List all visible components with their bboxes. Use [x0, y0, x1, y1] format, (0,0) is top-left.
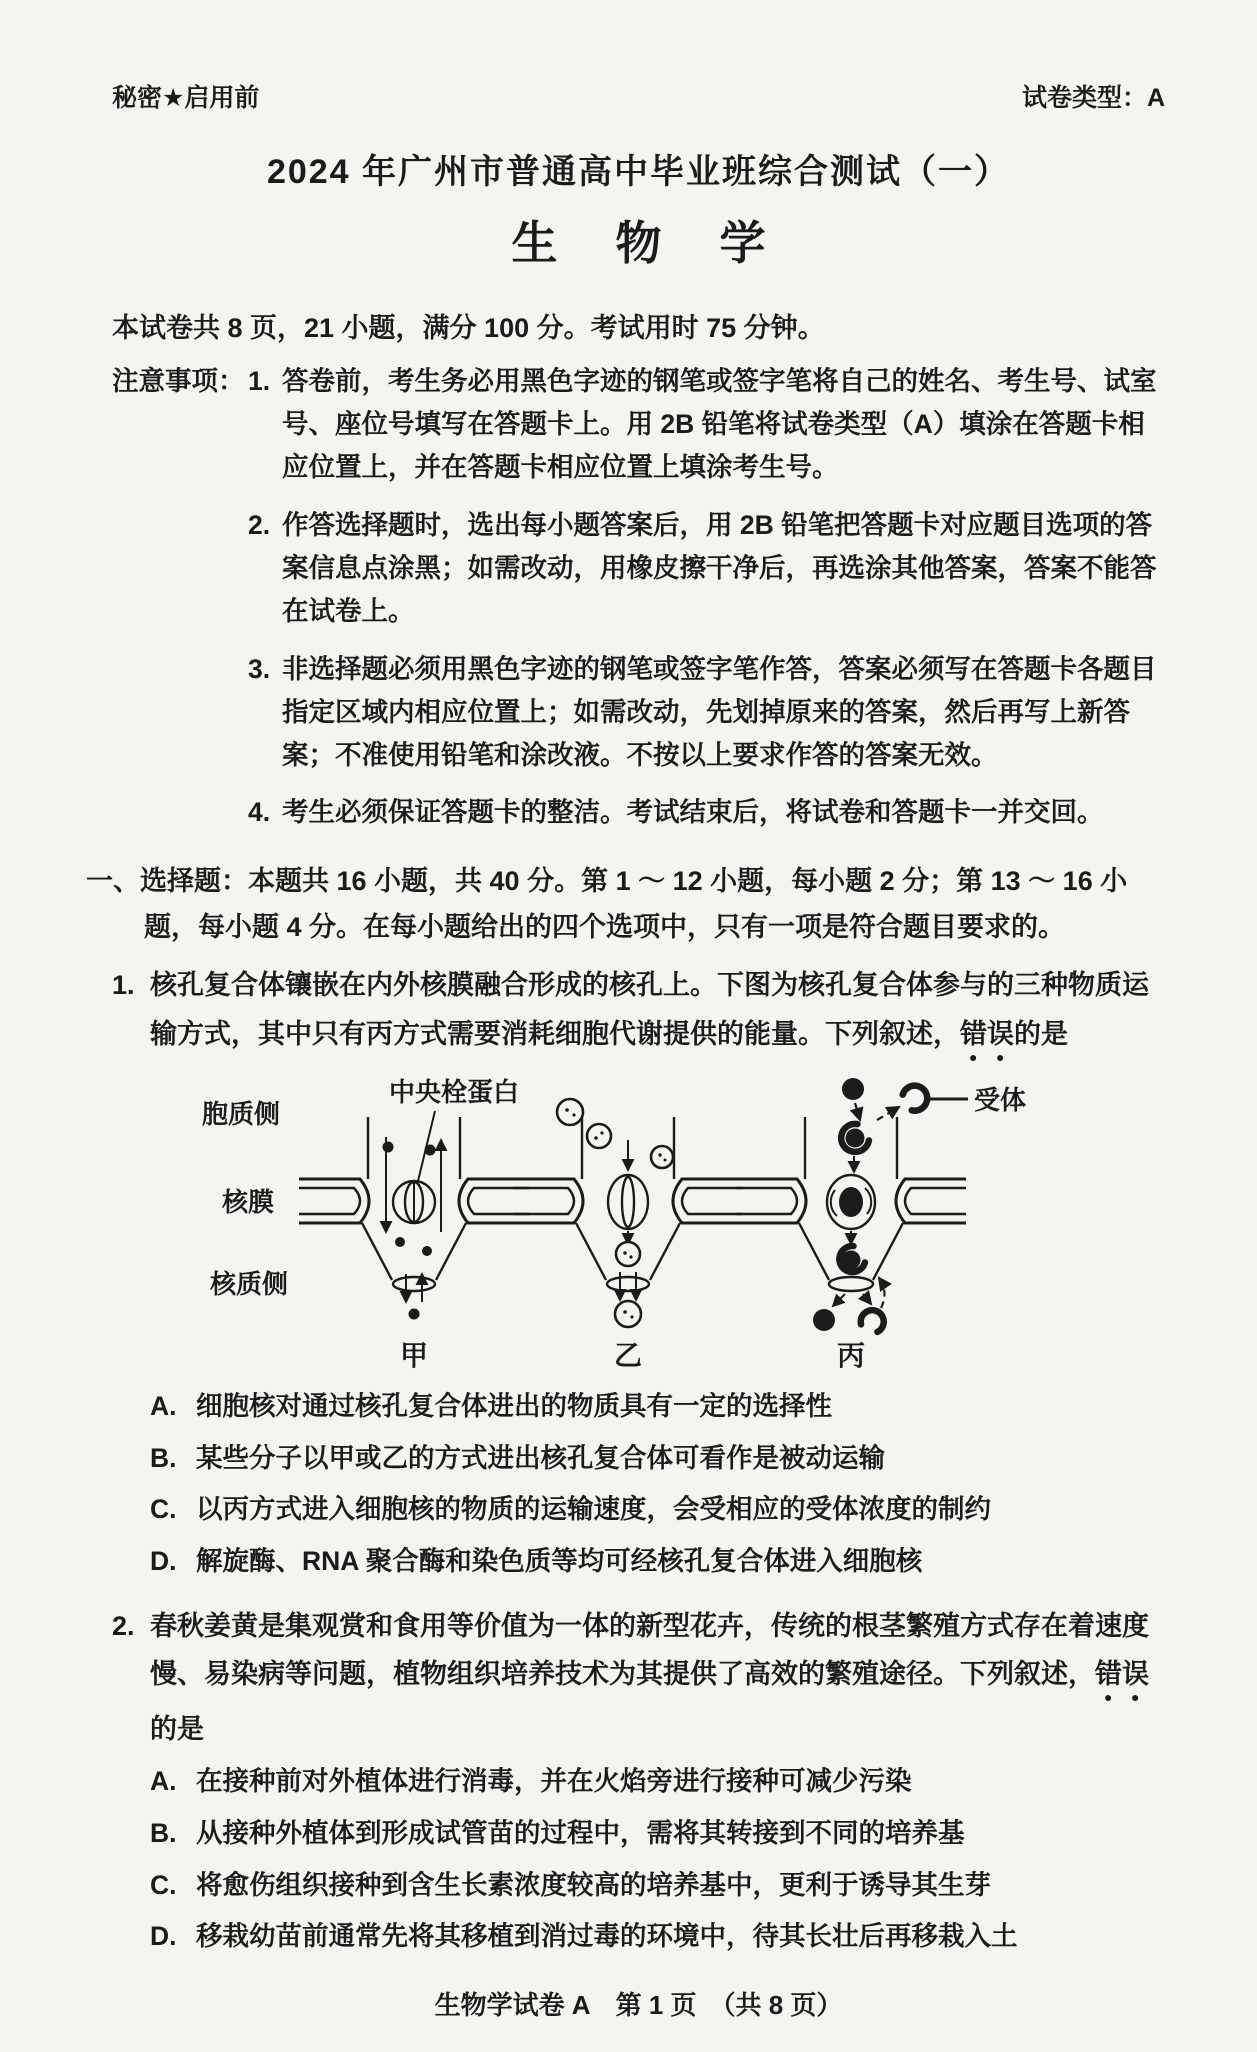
question-1-options — [150, 1389, 1165, 1580]
figure-caption-bing: 丙 — [836, 1339, 866, 1371]
section-number: 一、 — [86, 866, 140, 897]
cargo-protein-dot — [813, 1309, 835, 1331]
security-label: 秘密★启用前 — [112, 84, 260, 112]
exam-info: 本试卷共 8 页，21 小题，满分 100 分。考试用时 75 分钟。 — [112, 313, 825, 343]
option-label: D. — [150, 1921, 177, 1952]
option-text: 解旋酶、RNA 聚合酶和染色质等均可经核孔复合体进入细胞核 — [196, 1546, 923, 1577]
receptor-crescent — [901, 1081, 932, 1113]
section-heading — [86, 859, 1165, 951]
small-molecule-dot — [425, 1144, 436, 1155]
rna-particle — [616, 1242, 640, 1266]
notice-item — [248, 360, 1165, 489]
subject-title: 生物学 — [511, 217, 824, 269]
notice-label: 注意事项： — [112, 366, 245, 397]
notice-item — [248, 648, 1165, 777]
figure-label-nucleoplasm-side: 核质侧 — [210, 1268, 289, 1299]
question-stem-text: 的是 — [1014, 1018, 1068, 1049]
question-stem-text: 春秋姜黄是集观赏和食用等价值为一体的新型花卉，传统的根茎繁殖方式存在着速度慢、易染病等问题，植物组织培养技术为其提供了高效的繁殖途径。下列叙述， — [150, 1610, 1149, 1690]
question-stem — [112, 961, 1165, 1065]
question-2-options — [150, 1764, 1165, 1955]
notice-block — [112, 360, 1165, 849]
option-label: B. — [150, 1442, 177, 1473]
small-molecule-dot — [409, 1308, 420, 1319]
question-stem-text: 的是 — [150, 1714, 204, 1745]
rna-particle — [557, 1099, 583, 1125]
pore-yi — [513, 1099, 743, 1327]
option-label: A. — [150, 1390, 177, 1421]
option-row — [150, 1764, 1165, 1800]
option-text: 某些分子以甲或乙的方式进出核孔复合体可看作是被动运输 — [196, 1442, 885, 1473]
option-text: 从接种外植体到形成试管苗的过程中，需将其转接到不同的培养基 — [196, 1817, 965, 1848]
figure-caption-jia: 甲 — [399, 1339, 429, 1371]
question-number: 2. — [112, 1610, 135, 1641]
option-text: 将愈伤组织接种到含生长素浓度较高的培养基中，更利于诱导其生芽 — [196, 1869, 991, 1900]
pore-jia — [299, 1117, 529, 1320]
option-text: 在接种前对外植体进行消毒，并在火焰旁进行接种可减少污染 — [196, 1766, 912, 1797]
option-row — [150, 1441, 1165, 1477]
small-molecule-dot — [395, 1237, 405, 1247]
option-row — [150, 1492, 1165, 1528]
option-text: 细胞核对通过核孔复合体进出的物质具有一定的选择性 — [196, 1390, 832, 1421]
figure-caption-yi: 乙 — [613, 1339, 643, 1371]
question-1 — [112, 961, 1165, 1580]
figure-label-central-plug: 中央栓蛋白 — [388, 1076, 520, 1107]
notice-item-number: 1. — [248, 366, 271, 397]
notice-item-number: 2. — [248, 509, 271, 540]
page-header — [112, 78, 1165, 114]
figure-label-nuclear-membrane: 核膜 — [222, 1186, 275, 1217]
question-stem-emphasis: 错误 — [1095, 1659, 1149, 1690]
pore-bing — [736, 1078, 966, 1333]
receptor-crescent — [859, 1306, 888, 1333]
rna-particle — [651, 1146, 673, 1168]
central-plug — [608, 1175, 648, 1229]
option-row — [150, 1868, 1165, 1904]
option-row — [150, 1389, 1165, 1425]
rna-particle — [587, 1124, 611, 1148]
notice-item-text: 考生必须保证答题卡的整洁。考试结束后，将试卷和答题卡一并交回。 — [282, 797, 1104, 828]
small-molecule-dot — [422, 1246, 432, 1256]
section-text: 选择题：本题共 16 小题，共 40 分。第 1 ～ 12 小题，每小题 2 分；第 13 ～ 16 小题，每小题 4 分。在每小题给出的四个选项中，只有一项是符合题目要求的。 — [140, 866, 1128, 943]
page-title: 2024 年广州市普通高中毕业班综合测试（一） — [266, 153, 1011, 191]
notice-item-text: 作答选择题时，选出每小题答案后，用 2B 铅笔把答题卡对应题目选项的答案信息点涂黑；如需改动，用橡皮擦干净后，再选涂其他答案，答案不能答在试卷上。 — [282, 509, 1157, 626]
option-label: B. — [150, 1817, 177, 1848]
question-2 — [112, 1602, 1165, 1955]
notice-item-text: 答卷前，考生务必用黑色字迹的钢笔或签字笔将自己的姓名、考生号、试室号、座位号填写在答题卡上。用 2B 铅笔将试卷类型（A）填涂在答题卡相应位置上，并在答题卡相应位置上填涂考生号。 — [282, 366, 1157, 483]
notice-item — [248, 791, 1165, 834]
question-stem-emphasis: 错误 — [960, 1018, 1014, 1049]
option-label: C. — [150, 1494, 177, 1525]
option-text: 以丙方式进入细胞核的物质的运输速度，会受相应的受体浓度的制约 — [196, 1494, 991, 1525]
option-text: 移栽幼苗前通常先将其移植到消过毒的环境中，待其长壮后再移栽入土 — [196, 1921, 1018, 1952]
option-label: A. — [150, 1766, 177, 1797]
question-stem — [112, 1602, 1165, 1754]
option-row — [150, 1544, 1165, 1580]
notice-item-number: 4. — [248, 797, 271, 828]
paper-type-label: 试卷类型：A — [1021, 84, 1165, 112]
notice-item-number: 3. — [248, 653, 271, 684]
option-label: C. — [150, 1869, 177, 1900]
figure-label-cytoplasm-side: 胞质侧 — [202, 1098, 281, 1129]
rna-particle — [615, 1301, 641, 1327]
nuclear-pore-diagram — [132, 1069, 1072, 1379]
option-label: D. — [150, 1546, 177, 1577]
notice-items — [248, 360, 1165, 849]
notice-item — [248, 504, 1165, 633]
receptor-cargo-complex — [834, 1243, 866, 1277]
cargo-protein-dot — [842, 1078, 864, 1100]
option-row — [150, 1919, 1165, 1955]
notice-item-text: 非选择题必须用黑色字迹的钢笔或签字笔作答，答案必须写在答题卡各题目指定区域内相应位置上；如需改动，先划掉原来的答案，然后再写上新答案；不准使用铅笔和涂改液。不按以上要求作答的答案无效。 — [282, 653, 1157, 770]
question-number: 1. — [112, 970, 135, 1001]
receptor-cargo-complex — [836, 1121, 872, 1158]
question-figure — [132, 1069, 1165, 1379]
figure-label-receptor: 受体 — [974, 1084, 1027, 1115]
option-row — [150, 1816, 1165, 1852]
small-molecule-dot — [383, 1141, 394, 1152]
page-footer: 生物学试卷 A 第 1 页 （共 8 页） — [434, 1990, 843, 2021]
question-stem-text: 核孔复合体镶嵌在内外核膜融合形成的核孔上。下图为核孔复合体参与的三种物质运输方式，其中只有丙方式需要消耗细胞代谢提供的能量。下列叙述， — [150, 970, 1149, 1049]
